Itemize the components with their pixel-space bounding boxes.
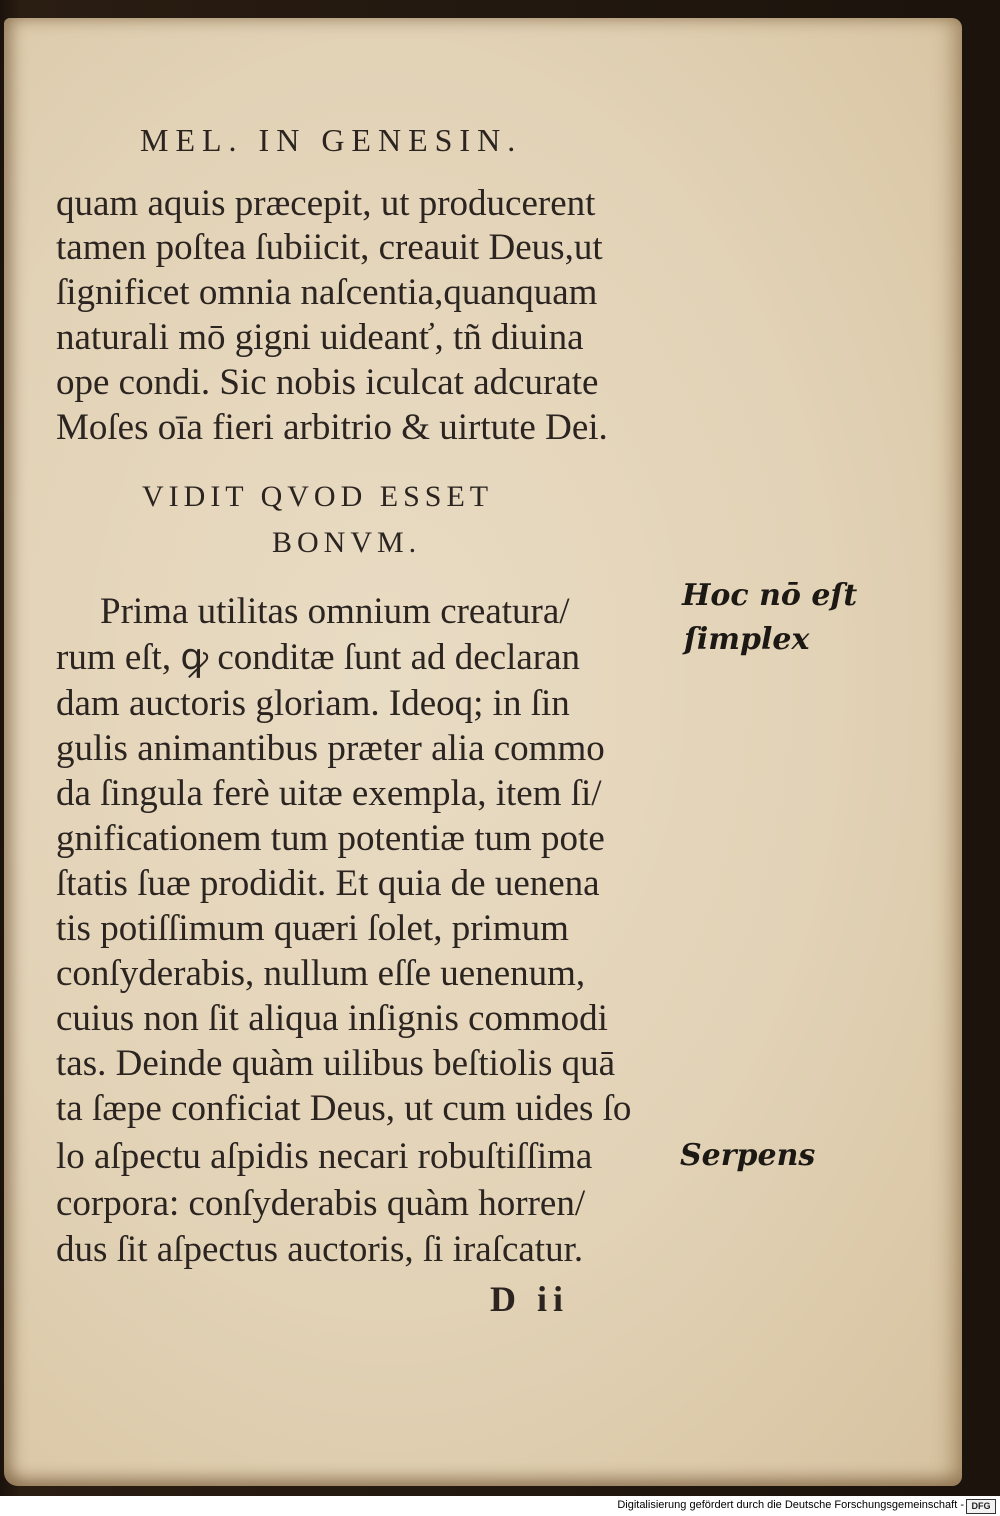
section-heading-line-1: VIDIT QVOD ESSET	[142, 480, 494, 513]
text-line: ta ſæpe conficiat Deus, ut cum uides ſo	[56, 1088, 632, 1129]
running-head: MEL. IN GENESIN.	[140, 122, 523, 158]
text-line: ſtatis ſuæ prodidit. Et quia de uenena	[56, 863, 600, 904]
text-line: lo aſpectu aſpidis necari robuſtiſſima	[56, 1136, 593, 1177]
footer-bar	[0, 1496, 1000, 1516]
text-line: da ſingula ferè uitæ exempla, item ſi/	[56, 773, 602, 814]
text-line: cuius non ſit aliqua inſignis commodi	[56, 998, 608, 1039]
text-line: corpora: conſyderabis quàm horren/	[56, 1183, 586, 1224]
dfg-logo: DFG	[966, 1499, 996, 1514]
section-heading-line-2: BONVM.	[272, 526, 422, 559]
text-line: gnificationem tum potentiæ tum pote	[56, 818, 605, 859]
marginal-note-serpens: Serpens	[680, 1138, 816, 1173]
text-line: tamen poſtea ſubiicit, creauit Deus,ut	[56, 227, 603, 268]
text-line: Prima utilitas omnium creatura/	[100, 591, 570, 632]
text-line: tis potiſſimum quæri ſolet, primum	[56, 908, 569, 949]
marginal-note-line-1: Hoc nō eſt	[682, 578, 858, 613]
text-line: dam auctoris gloriam. Ideoq; in ſin	[56, 683, 570, 724]
text-line: dus ſit aſpectus auctoris, ſi iraſcatur.	[56, 1229, 584, 1270]
text-line: tas. Deinde quàm uilibus beſtiolis quā	[56, 1043, 616, 1084]
text-line: rum eſt, ꝙ conditæ ſunt ad declaran	[56, 637, 581, 678]
text-line: gulis animantibus præter alia commo	[56, 728, 605, 769]
text-line: conſyderabis, nullum eſſe uenenum,	[56, 953, 586, 994]
footer-credit: Digitalisierung gefördert durch die Deutsche Forschungsgemeinschaft -	[617, 1499, 964, 1511]
text-line: quam aquis præcepit, ut producerent	[56, 183, 596, 224]
text-line: Moſes oīa fieri arbitrio & uirtute Dei.	[56, 407, 608, 448]
signature-mark: D ii	[490, 1279, 570, 1319]
marginal-note-line-2: ſimplex	[684, 622, 810, 657]
text-line: naturali mō gigni uideanť, tñ diuina	[56, 317, 584, 358]
text-line: ſignificet omnia naſcentia,quanquam	[56, 272, 598, 313]
text-line: ope condi. Sic nobis iculcat adcurate	[56, 362, 599, 403]
